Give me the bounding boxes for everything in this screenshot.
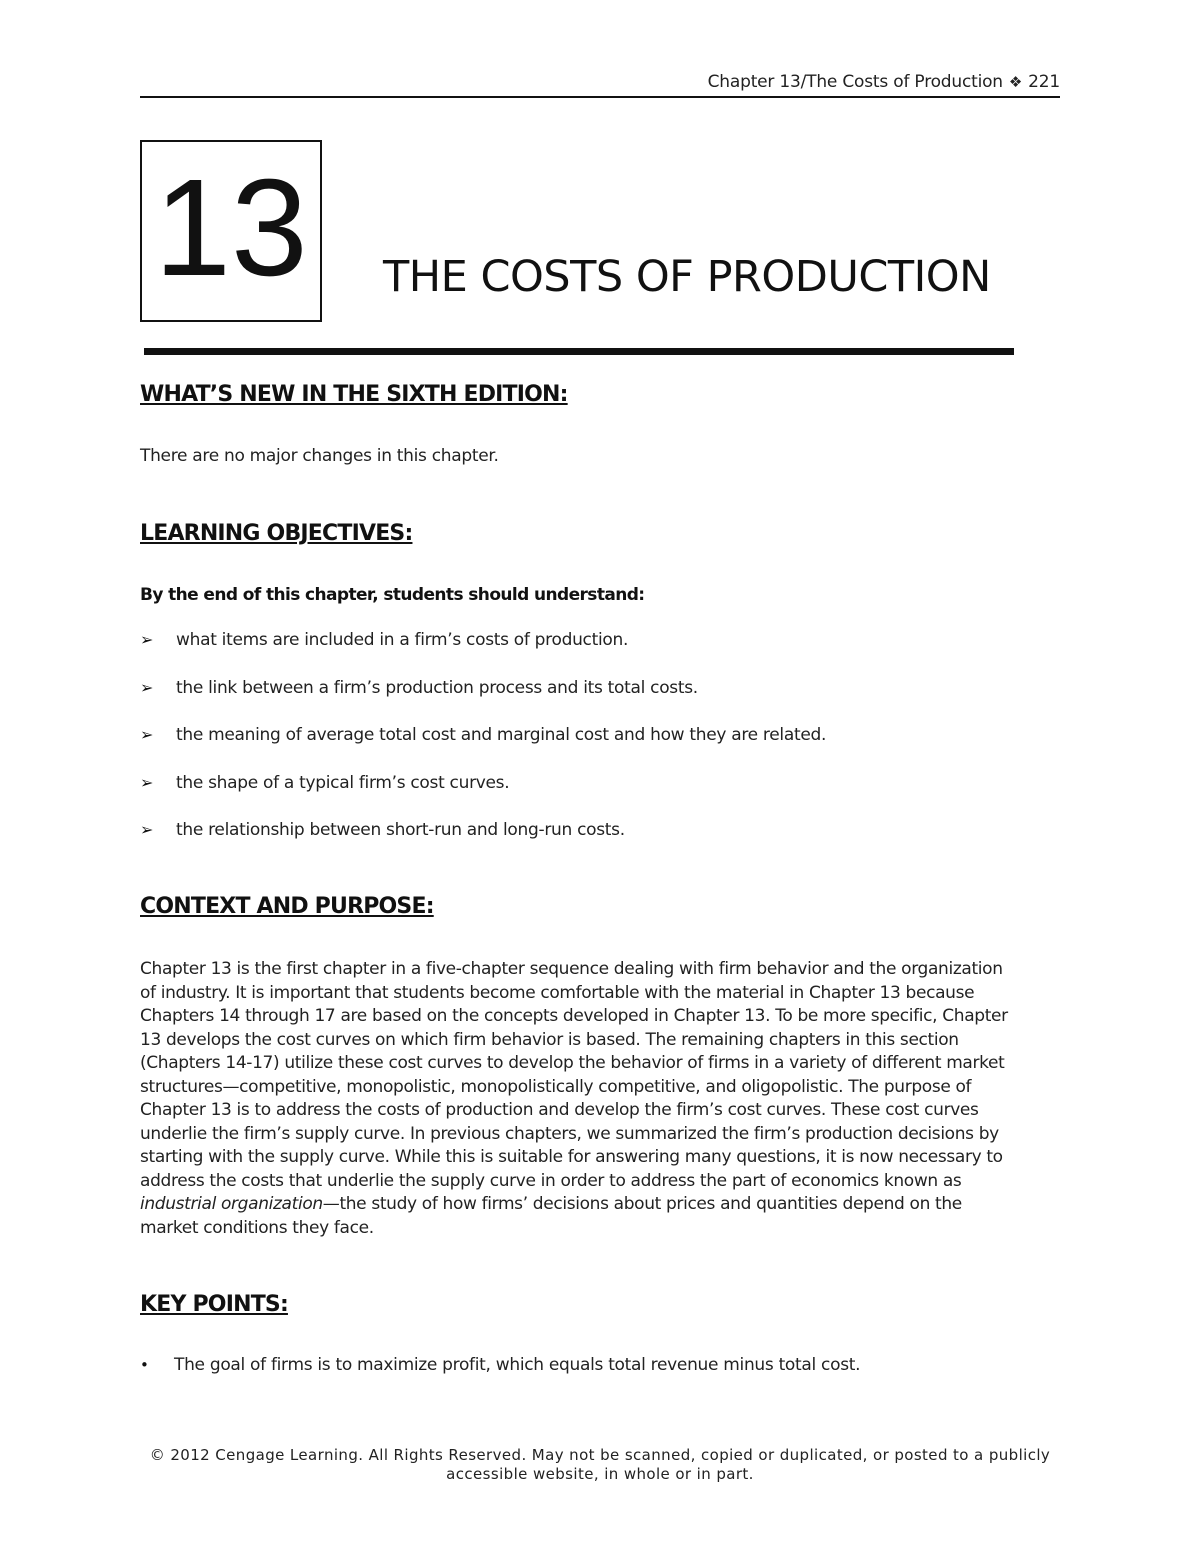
footer-line-1: © 2012 Cengage Learning. All Rights Reserved. May not be scanned, copied or duplicated, or posted to a publicly bbox=[149, 1446, 1051, 1464]
paragraph-line: Chapters 14 through 17 are based on the concepts developed in Chapter 13. To be more specific, Chapter bbox=[140, 1006, 1008, 1026]
context-purpose-paragraph bbox=[140, 958, 1060, 1240]
list-item bbox=[140, 630, 628, 650]
italic-term: industrial organization bbox=[140, 1194, 323, 1214]
copyright-footer bbox=[140, 1446, 1060, 1484]
bullet-icon: • bbox=[140, 1356, 149, 1374]
header-rule bbox=[140, 96, 1060, 98]
running-header-text: Chapter 13/The Costs of Production bbox=[707, 72, 1003, 92]
arrow-bullet-icon: ➢ bbox=[140, 820, 154, 839]
context-purpose-heading: CONTEXT AND PURPOSE: bbox=[140, 894, 434, 919]
footer-line-2: accessible website, in whole or in part. bbox=[446, 1465, 754, 1483]
chapter-title: THE COSTS OF PRODUCTION bbox=[383, 252, 991, 302]
diamond-ornament-icon: ❖ bbox=[1008, 73, 1023, 91]
key-point-text: The goal of firms is to maximize profit, which equals total revenue minus total cost. bbox=[174, 1355, 861, 1375]
whats-new-heading: WHAT’S NEW IN THE SIXTH EDITION: bbox=[140, 382, 568, 407]
objective-text: what items are included in a firm’s costs of production. bbox=[176, 630, 629, 650]
list-item bbox=[140, 773, 509, 793]
arrow-bullet-icon: ➢ bbox=[140, 630, 154, 649]
list-item bbox=[140, 820, 625, 840]
objective-text: the meaning of average total cost and marginal cost and how they are related. bbox=[176, 725, 827, 745]
paragraph-line: structures—competitive, monopolistic, monopolistically competitive, and oligopolistic. The purpose of bbox=[140, 1076, 972, 1097]
paragraph-line: Chapter 13 is the first chapter in a five-chapter sequence dealing with firm behavior and the organization bbox=[140, 959, 1003, 979]
paragraph-line: Chapter 13 is to address the costs of production and develop the firm’s cost curves. These cost curves bbox=[140, 1100, 979, 1120]
running-header bbox=[140, 72, 1060, 92]
paragraph-line: 13 develops the cost curves on which firm behavior is based. The remaining chapters in this section bbox=[140, 1029, 959, 1050]
arrow-bullet-icon: ➢ bbox=[140, 678, 154, 697]
paragraph-line: address the costs that underlie the supply curve in order to address the part of economics known as bbox=[140, 1170, 962, 1191]
list-item bbox=[140, 1355, 860, 1375]
objective-text: the link between a firm’s production process and its total costs. bbox=[176, 678, 698, 698]
paragraph-line: market conditions they face. bbox=[140, 1217, 374, 1238]
learning-objectives-lead: By the end of this chapter, students should understand: bbox=[140, 585, 645, 605]
title-rule bbox=[144, 348, 1014, 355]
objective-text: the shape of a typical firm’s cost curves. bbox=[176, 773, 510, 793]
whats-new-text: There are no major changes in this chapter. bbox=[140, 446, 499, 466]
learning-objectives-heading: LEARNING OBJECTIVES: bbox=[140, 521, 413, 546]
key-points-heading: KEY POINTS: bbox=[140, 1292, 288, 1317]
chapter-number: 13 bbox=[154, 151, 308, 305]
arrow-bullet-icon: ➢ bbox=[140, 725, 154, 744]
list-item bbox=[140, 678, 698, 698]
arrow-bullet-icon: ➢ bbox=[140, 773, 154, 792]
after-term-text: —the study of how firms’ decisions about prices and quantities depend on the bbox=[322, 1194, 962, 1214]
list-item bbox=[140, 725, 826, 745]
objective-text: the relationship between short-run and long-run costs. bbox=[176, 820, 625, 840]
paragraph-line bbox=[140, 1193, 1060, 1217]
chapter-number-box bbox=[140, 140, 322, 322]
paragraph-line: underlie the firm’s supply curve. In previous chapters, we summarized the firm’s production decisions by bbox=[140, 1123, 999, 1144]
paragraph-line: starting with the supply curve. While this is suitable for answering many questions, it is now necessary to bbox=[140, 1147, 1003, 1167]
paragraph-line: of industry. It is important that students become comfortable with the material in Chapter 13 because bbox=[140, 982, 975, 1003]
page-number: 221 bbox=[1028, 72, 1060, 92]
paragraph-line: (Chapters 14-17) utilize these cost curves to develop the behavior of firms in a variety of different market bbox=[140, 1053, 1005, 1073]
